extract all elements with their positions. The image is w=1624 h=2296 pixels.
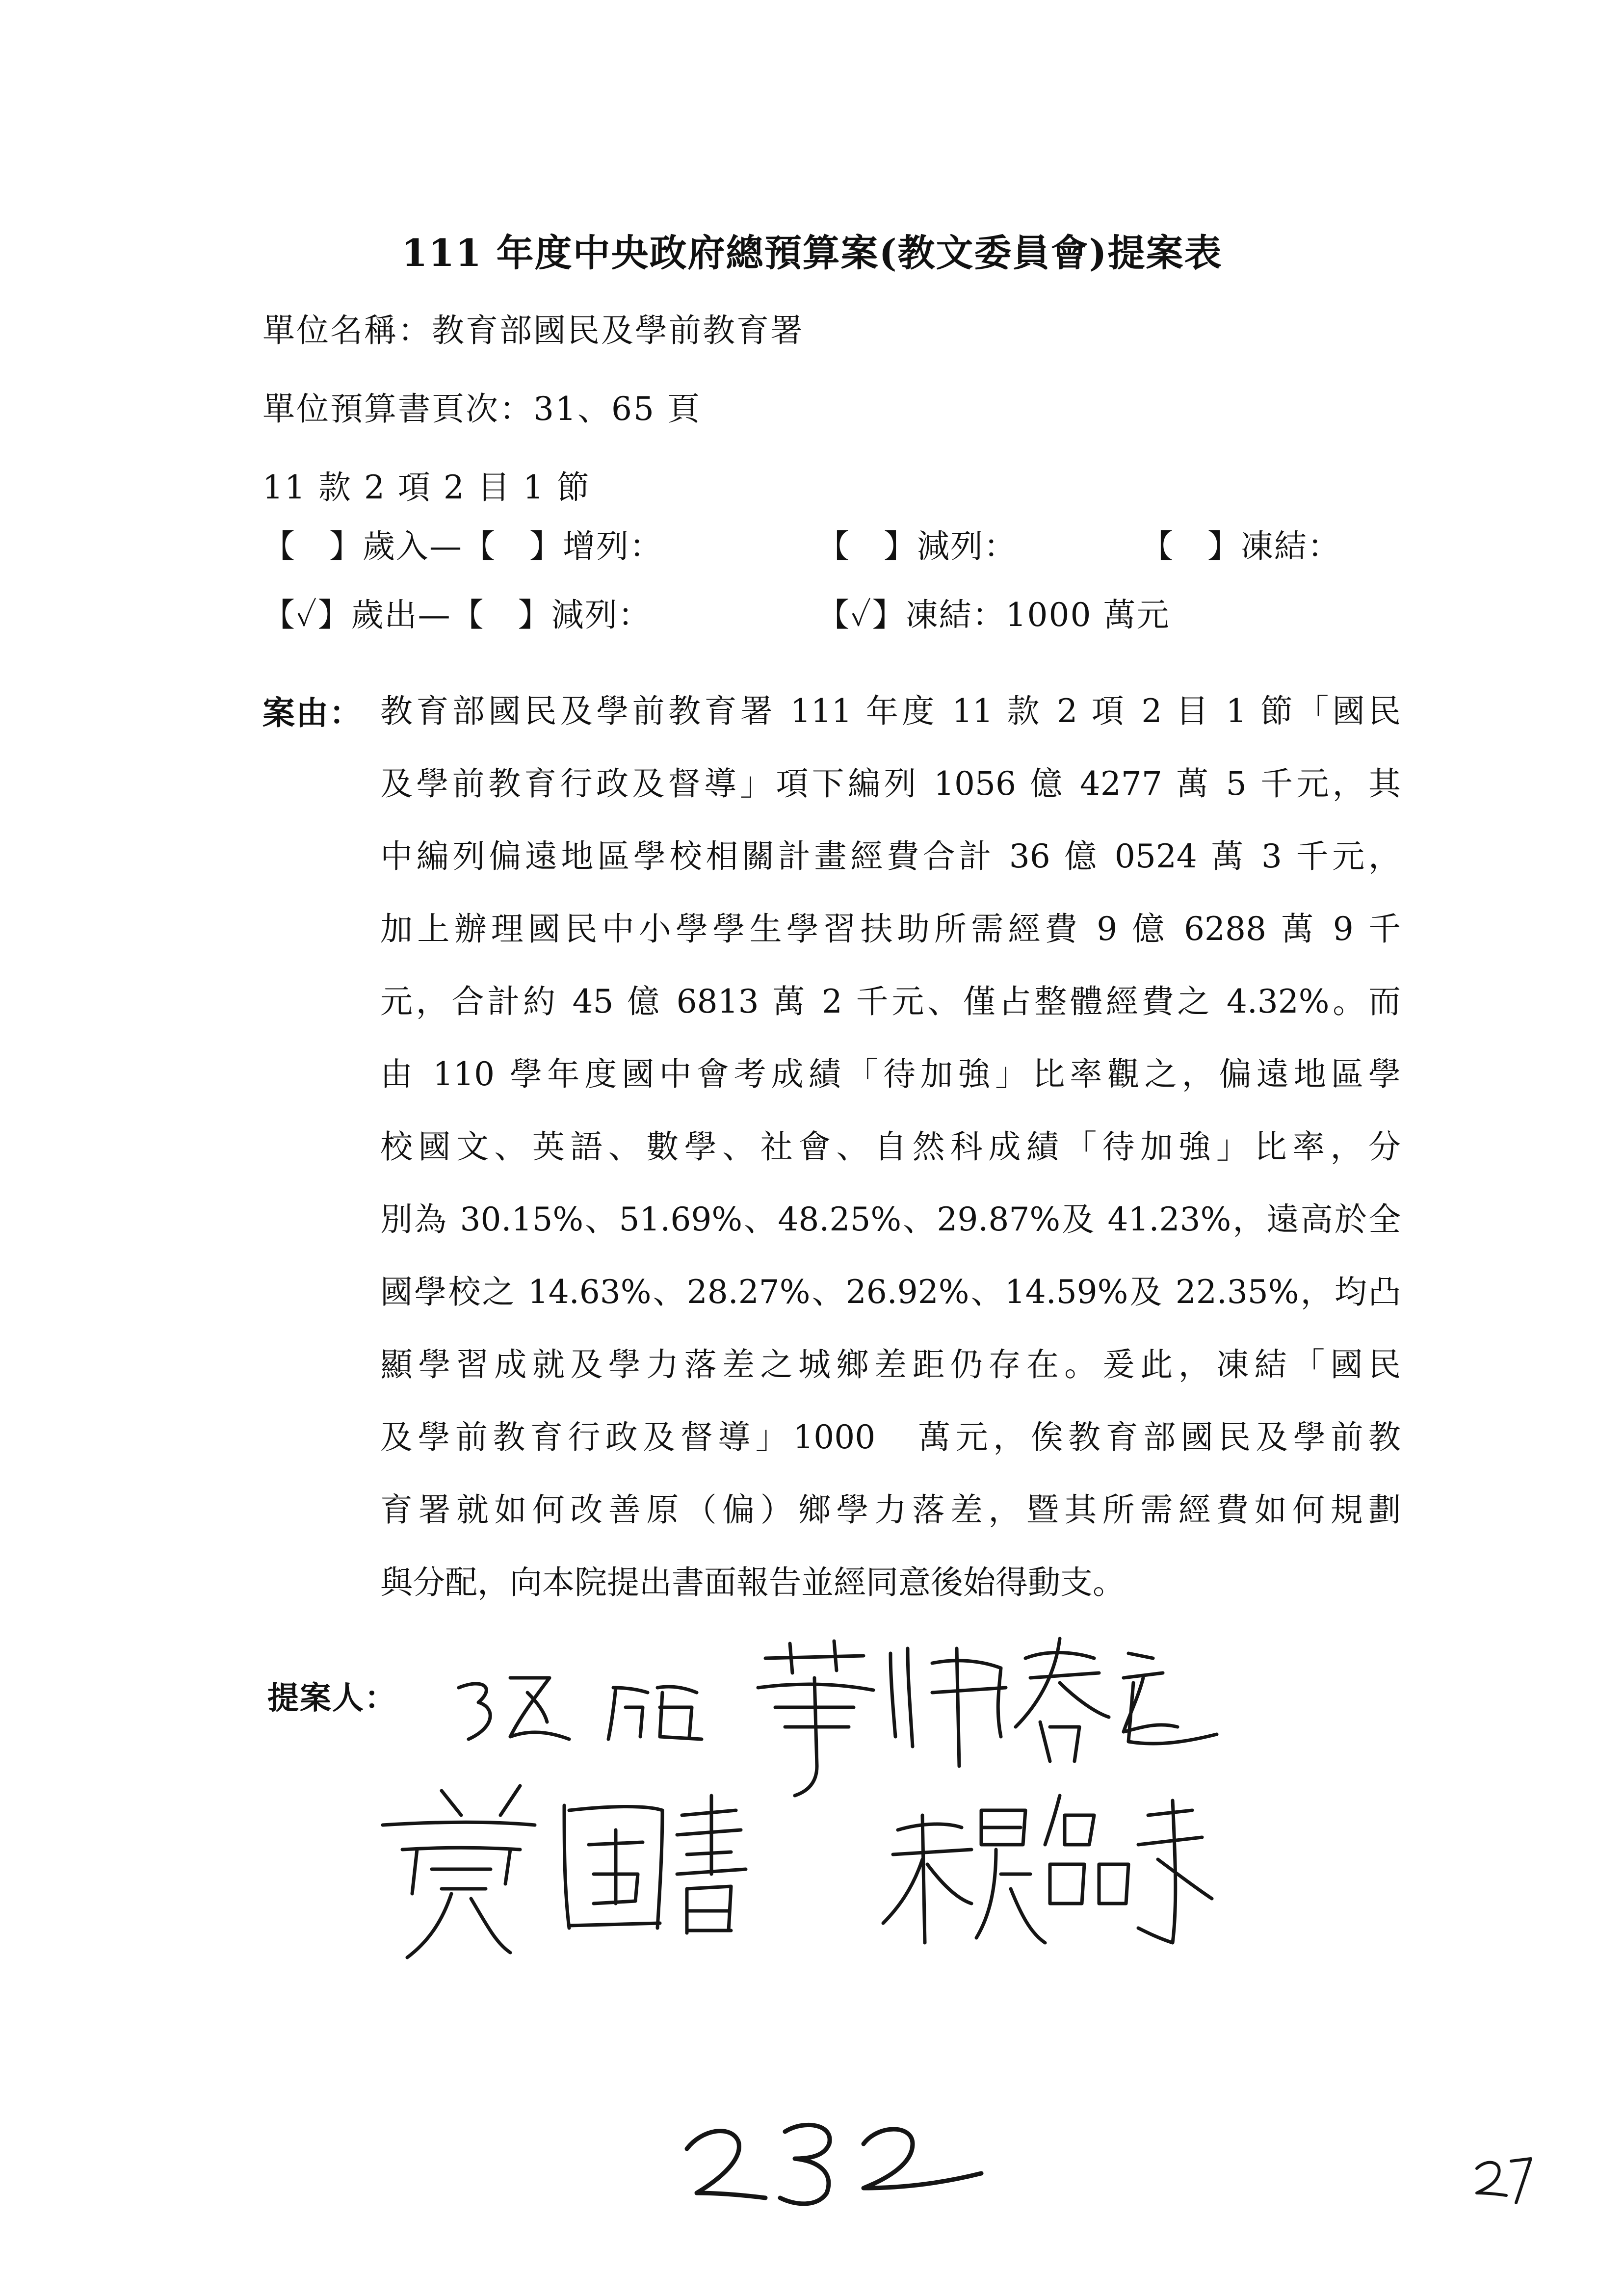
- reason-line: 顯學習成就及學力落差之城鄉差距仍存在。爰此，凍結「國民: [380, 1346, 1401, 1383]
- reason-line: 加上辦理國民中小學學生學習扶助所需經費 9 億 6288 萬 9 千: [380, 910, 1401, 948]
- reason-label: 案由：: [262, 694, 363, 732]
- reason-line: 校國文、英語、數學、社會、自然科成績「待加強」比率，分: [380, 1128, 1401, 1166]
- revenue-decrease-option: 【 】減列：: [817, 527, 1017, 565]
- unit-name: 單位名稱：教育部國民及學前教育署: [262, 312, 804, 349]
- reason-line: 教育部國民及學前教育署 111 年度 11 款 2 項 2 目 1 節「國民: [380, 692, 1401, 730]
- reason-line: 別為 30.15%、51.69%、48.25%、29.87%及 41.23%，遠高於全: [380, 1200, 1401, 1238]
- section-code: 11 款 2 項 2 目 1 節: [262, 469, 591, 506]
- reason-line: 中編列偏遠地區學校相關計畫經費合計 36 億 0524 萬 3 千元，: [380, 837, 1401, 875]
- signature-2: [758, 1641, 873, 1796]
- reason-line: 國學校之 14.63%、28.27%、26.92%、14.59%及 22.35%，均凸: [380, 1273, 1401, 1311]
- handwritten-page-number: [687, 2125, 981, 2204]
- signature-3: [891, 1639, 1217, 1766]
- signature-5: [564, 1796, 746, 1933]
- signature-6: [883, 1796, 1212, 1943]
- reason-line: 及學前教育行政及督導」1000 萬元，俟教育部國民及學前教: [380, 1418, 1401, 1456]
- proposer-label: 提案人：: [267, 1680, 397, 1717]
- signature-4: [383, 1786, 535, 1957]
- expense-decrease-option: 【✓】歲出—【 】減列：: [262, 596, 652, 634]
- reason-line: 元，合計約 45 億 6813 萬 2 千元、僅占整體經費之 4.32%。而: [380, 983, 1401, 1020]
- revenue-increase-option: 【 】歲入—【 】增列：: [262, 527, 663, 565]
- handwritten-corner-mark: [1477, 2159, 1531, 2203]
- reason-line: 由 110 學年度國中會考成績「待加強」比率觀之，偏遠地區學: [380, 1055, 1401, 1093]
- document-title: 111 年度中央政府總預算案(教文委員會)提案表: [401, 231, 1223, 275]
- budget-pages: 單位預算書頁次：31、65 頁: [262, 390, 701, 428]
- reason-line: 及學前教育行政及督導」項下編列 1056 億 4277 萬 5 千元，其: [380, 765, 1401, 803]
- reason-line: 與分配，向本院提出書面報告並經同意後始得動支。: [380, 1564, 1125, 1601]
- revenue-freeze-option: 【 】凍結：: [1141, 527, 1341, 565]
- expense-freeze-option: 【✓】凍結：1000 萬元: [817, 596, 1170, 634]
- reason-line: 育署就如何改善原（偏）鄉學力落差，暨其所需經費如何規劃: [380, 1491, 1401, 1529]
- signature-1: [459, 1678, 702, 1739]
